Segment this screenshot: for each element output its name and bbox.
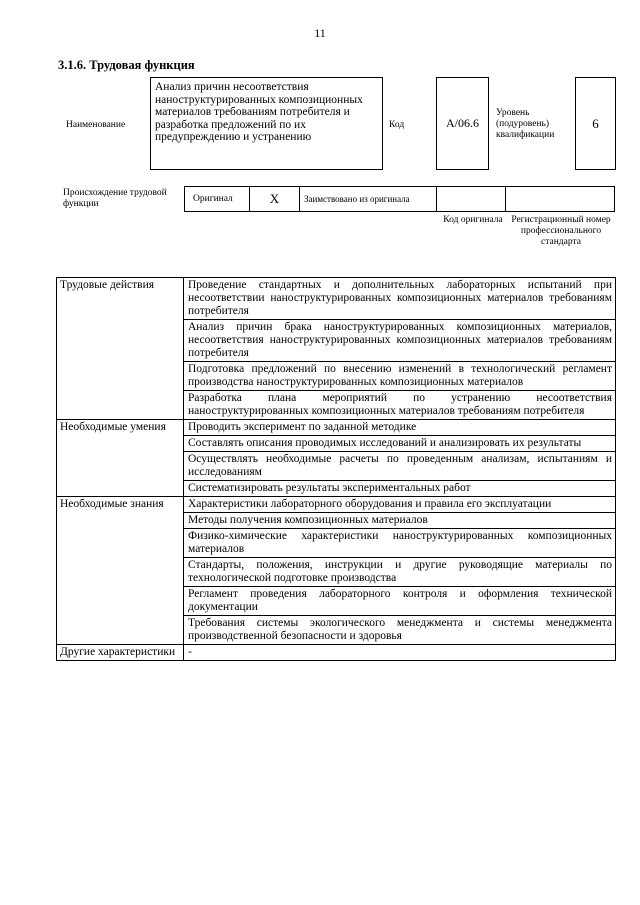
name-value: Анализ причин несоответствия наноструктурированных композиционных материалов требованиям потребителя и разработка предложений по их предупреждению и устранению [150, 77, 383, 170]
section-title: 3.1.6. Трудовая функция [58, 58, 195, 72]
other-label: Другие характеристики [57, 645, 184, 661]
skills-label: Необходимые умения [57, 420, 184, 497]
action-item: Проведение стандартных и дополнительных лабораторных испытаний при несоответствии наноструктурированных композиционных материалов требованиям потребителя [184, 278, 616, 320]
action-item: Анализ причин брака наноструктурированных композиционных материалов, несоответствия наноструктурированных композиционных материалов требованиям потребителя [184, 320, 616, 362]
origin-label: Происхождение трудовой функции [63, 188, 167, 209]
borrowed-label: Заимствовано из оригинала [300, 187, 437, 211]
code-value: A/06.6 [436, 77, 489, 170]
original-mark: X [250, 187, 300, 211]
function-table [56, 277, 616, 661]
knowledge-item: Требования системы экологического менеджмента и системы менеджмента производственной безопасности и здоровья [184, 616, 616, 645]
skill-item: Осуществлять необходимые расчеты по проведенным анализам, испытаниям и исследованиям [184, 452, 616, 481]
table-row [57, 420, 616, 436]
code-original-cell [437, 187, 506, 211]
level-label: Уровень (подуровень) квалификации [496, 108, 555, 140]
other-value: - [184, 645, 616, 661]
skill-item: Составлять описания проводимых исследований и анализировать их результаты [184, 436, 616, 452]
knowledge-item: Регламент проведения лабораторного контроля и оформления технической документации [184, 587, 616, 616]
table-row [57, 497, 616, 513]
actions-label: Трудовые действия [57, 278, 184, 420]
reg-number-cell [506, 187, 614, 211]
name-label: Наименование [66, 120, 126, 130]
knowledge-item: Физико-химические характеристики наноструктурированных композиционных материалов [184, 529, 616, 558]
skill-item: Систематизировать результаты экспериментальных работ [184, 481, 616, 497]
knowledge-label: Необходимые знания [57, 497, 184, 645]
page-number: 11 [314, 26, 326, 40]
code-label: Код [389, 120, 405, 130]
reg-number-caption: Регистрационный номер профессионального стандарта [511, 215, 611, 247]
code-original-caption: Код оригинала [443, 215, 503, 225]
table-row [57, 278, 616, 320]
table-row [57, 645, 616, 661]
level-value: 6 [575, 77, 616, 170]
action-item: Подготовка предложений по внесению изменений в технологический регламент производства наноструктурированных композиционных материалов [184, 362, 616, 391]
knowledge-item: Характеристики лабораторного оборудования и правила его эксплуатации [184, 497, 616, 513]
action-item: Разработка плана мероприятий по устранению несоответствия наноструктурированных композиционных материалов требованиям потребителя [184, 391, 616, 420]
knowledge-item: Методы получения композиционных материалов [184, 513, 616, 529]
knowledge-item: Стандарты, положения, инструкции и другие руководящие материалы по технологической подготовке производства [184, 558, 616, 587]
original-label: Оригинал [185, 187, 250, 211]
skill-item: Проводить эксперимент по заданной методике [184, 420, 616, 436]
origin-row [184, 186, 615, 212]
